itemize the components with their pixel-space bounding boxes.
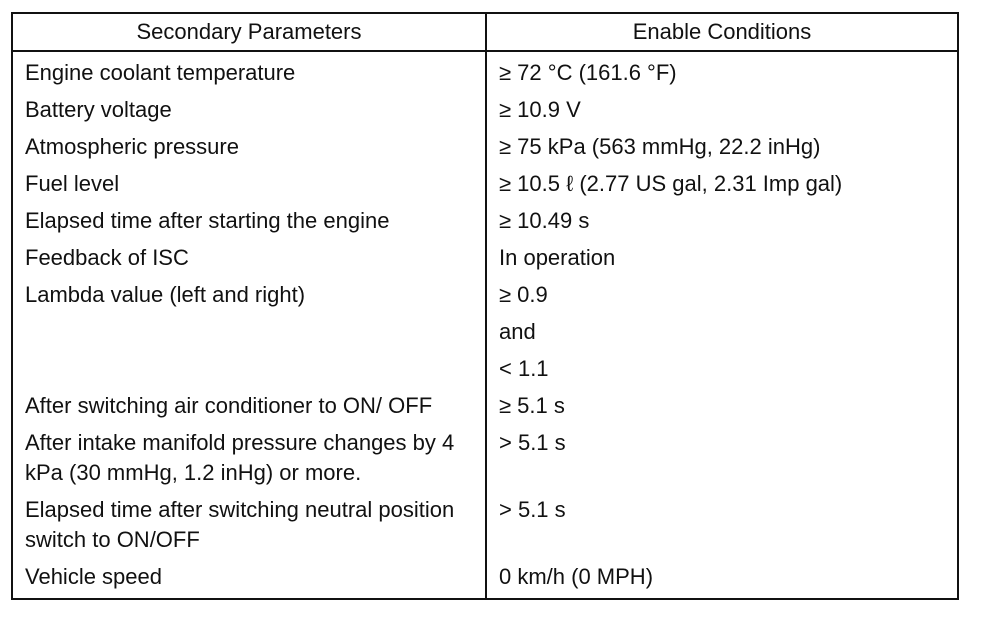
parameter-cell: Vehicle speed bbox=[12, 559, 486, 599]
condition-cell: ≥ 10.49 s bbox=[486, 203, 958, 240]
condition-cell: ≥ 0.9 bbox=[486, 277, 958, 314]
table-row bbox=[12, 240, 958, 277]
spec-sheet bbox=[11, 12, 957, 600]
condition-cell: 0 km/h (0 MPH) bbox=[486, 559, 958, 599]
parameter-cell: Atmospheric pressure bbox=[12, 129, 486, 166]
parameter-cell: Lambda value (left and right) bbox=[12, 277, 486, 314]
table-row bbox=[12, 559, 958, 599]
table-row bbox=[12, 51, 958, 92]
parameter-cell: Battery voltage bbox=[12, 92, 486, 129]
condition-cell: ≥ 72 °C (161.6 °F) bbox=[486, 51, 958, 92]
parameter-cell: Elapsed time after switching neutral position switch to ON/OFF bbox=[12, 492, 486, 559]
table-row bbox=[12, 129, 958, 166]
table-row bbox=[12, 388, 958, 425]
condition-cell: > 5.1 s bbox=[486, 425, 958, 492]
parameter-cell bbox=[12, 351, 486, 388]
parameter-cell: Feedback of ISC bbox=[12, 240, 486, 277]
parameter-cell bbox=[12, 314, 486, 351]
condition-cell: < 1.1 bbox=[486, 351, 958, 388]
parameter-cell: Engine coolant temperature bbox=[12, 51, 486, 92]
parameter-cell: After switching air conditioner to ON/ OFF bbox=[12, 388, 486, 425]
condition-cell: and bbox=[486, 314, 958, 351]
condition-cell: ≥ 75 kPa (563 mmHg, 22.2 inHg) bbox=[486, 129, 958, 166]
condition-cell: In operation bbox=[486, 240, 958, 277]
condition-cell: ≥ 5.1 s bbox=[486, 388, 958, 425]
condition-cell: ≥ 10.5 ℓ (2.77 US gal, 2.31 Imp gal) bbox=[486, 166, 958, 203]
condition-cell: ≥ 10.9 V bbox=[486, 92, 958, 129]
parameter-cell: Elapsed time after starting the engine bbox=[12, 203, 486, 240]
table-row bbox=[12, 351, 958, 388]
table-row bbox=[12, 166, 958, 203]
header-secondary-parameters: Secondary Parameters bbox=[12, 13, 486, 51]
header-enable-conditions: Enable Conditions bbox=[486, 13, 958, 51]
parameter-cell: After intake manifold pressure changes by 4 kPa (30 mmHg, 1.2 inHg) or more. bbox=[12, 425, 486, 492]
table-row bbox=[12, 492, 958, 559]
enable-conditions-table bbox=[11, 12, 959, 600]
table-header-row bbox=[12, 13, 958, 51]
condition-cell: > 5.1 s bbox=[486, 492, 958, 559]
table-row bbox=[12, 203, 958, 240]
table-row bbox=[12, 277, 958, 314]
parameter-cell: Fuel level bbox=[12, 166, 486, 203]
table-row bbox=[12, 314, 958, 351]
table-row bbox=[12, 92, 958, 129]
table-row bbox=[12, 425, 958, 492]
